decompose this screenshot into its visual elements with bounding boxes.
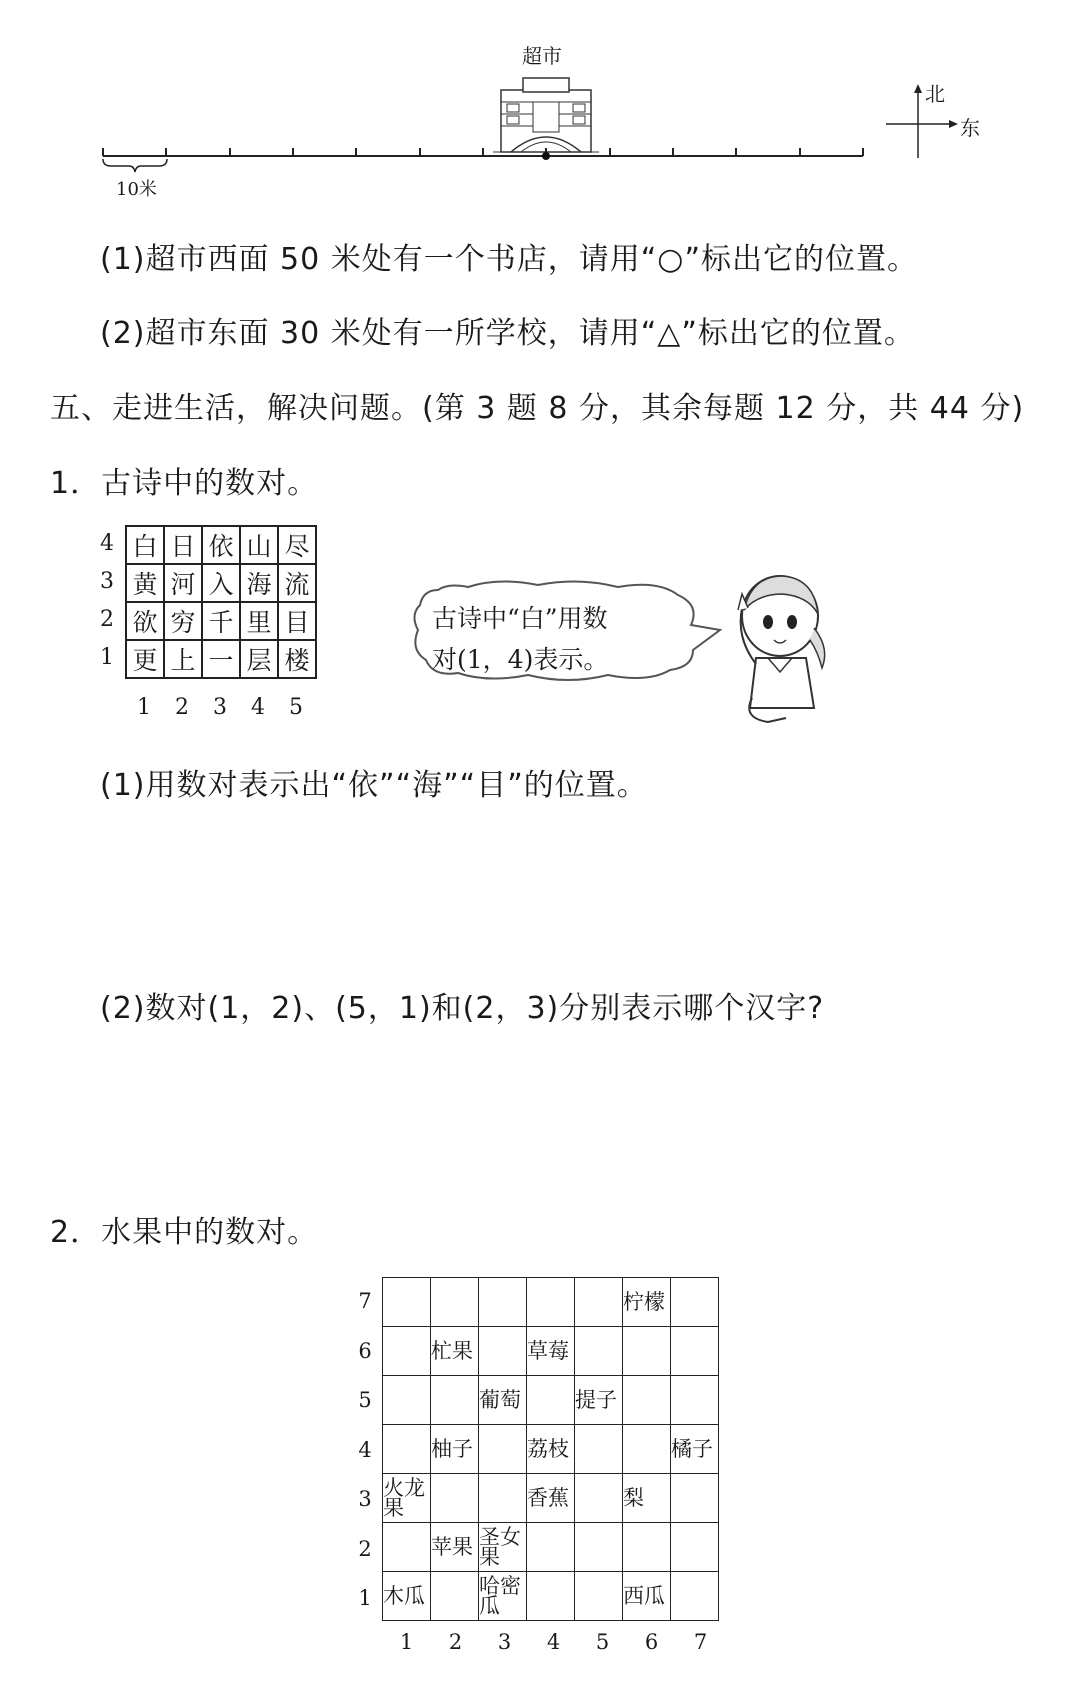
fruit-cell xyxy=(527,1572,575,1621)
poem-cell: 尽 xyxy=(278,526,316,564)
poem-col-label: 4 xyxy=(251,695,265,720)
fruit-row-label: 3 xyxy=(358,1487,372,1511)
number-line-tick xyxy=(799,148,801,156)
poem-cell: 日 xyxy=(164,526,202,564)
poem-cell: 白 xyxy=(126,526,164,564)
fruit-col-label: 5 xyxy=(595,1630,610,1654)
fruit-cell xyxy=(671,1572,719,1621)
fruit-row xyxy=(383,1376,719,1425)
map-question-2: (2)超市东面 30 米处有一所学校，请用“△”标出它的位置。 xyxy=(100,316,915,351)
poem-col-label: 1 xyxy=(137,695,151,720)
fruit-cell xyxy=(575,1474,623,1523)
fruit-row-label: 5 xyxy=(358,1388,372,1412)
fruit-row xyxy=(383,1572,719,1621)
poem-cell: 流 xyxy=(278,564,316,602)
fruit-cell xyxy=(479,1474,527,1523)
fruit-cell: 梨 xyxy=(623,1474,671,1523)
fruit-row-label: 4 xyxy=(358,1437,372,1462)
poem-row xyxy=(126,564,316,602)
fruit-cell xyxy=(671,1474,719,1523)
fruit-grid xyxy=(382,1277,719,1621)
fruit-cell xyxy=(527,1376,575,1425)
fruit-cell xyxy=(383,1425,431,1474)
fruit-cell xyxy=(383,1327,431,1376)
number-line-tick xyxy=(862,148,864,156)
supermarket-building-icon xyxy=(493,72,599,154)
poem-cell: 上 xyxy=(164,640,202,678)
fruit-cell xyxy=(527,1278,575,1327)
fruit-cell: 杧果 xyxy=(431,1327,479,1376)
poem-grid xyxy=(125,525,317,679)
poem-cell: 依 xyxy=(202,526,240,564)
number-line-tick xyxy=(419,148,421,156)
fruit-cell: 苹果 xyxy=(431,1523,479,1572)
bubble-line-1: 古诗中“白”用数 xyxy=(432,604,608,633)
poem-question-2: (2)数对(1，2)、(5，1)和(2，3)分别表示哪个汉字? xyxy=(100,991,825,1026)
fruit-cell: 草莓 xyxy=(527,1327,575,1376)
compass-north-label: 北 xyxy=(925,82,945,106)
poem-col-label: 2 xyxy=(175,695,189,720)
fruit-cell xyxy=(623,1327,671,1376)
poem-cell: 更 xyxy=(126,640,164,678)
fruit-cell: 木瓜 xyxy=(383,1572,431,1621)
fruit-cell xyxy=(383,1523,431,1572)
fruit-cell xyxy=(671,1523,719,1572)
fruit-cell xyxy=(575,1425,623,1474)
fruit-cell xyxy=(623,1523,671,1572)
fruit-cell xyxy=(671,1376,719,1425)
poem-cell: 一 xyxy=(202,640,240,678)
fruit-cell xyxy=(383,1376,431,1425)
supermarket-label: 超市 xyxy=(522,44,562,68)
poem-col-label: 5 xyxy=(289,695,303,720)
poem-row-labels xyxy=(96,525,118,677)
poem-cell: 欲 xyxy=(126,602,164,640)
poem-col-label: 3 xyxy=(213,695,227,720)
fruit-cell xyxy=(431,1376,479,1425)
fruit-row xyxy=(383,1327,719,1376)
supermarket-dot xyxy=(542,152,550,160)
poem-cell: 山 xyxy=(240,526,278,564)
fruit-cell xyxy=(623,1376,671,1425)
poem-cell: 黄 xyxy=(126,564,164,602)
poem-cell: 千 xyxy=(202,602,240,640)
fruit-cell xyxy=(479,1425,527,1474)
fruit-cell: 柚子 xyxy=(431,1425,479,1474)
fruit-cell xyxy=(431,1278,479,1327)
fruit-cell: 提子 xyxy=(575,1376,623,1425)
number-line-tick xyxy=(102,148,104,156)
fruit-cell xyxy=(575,1572,623,1621)
number-line-tick xyxy=(609,148,611,156)
number-line xyxy=(103,155,863,157)
fruit-cell xyxy=(671,1278,719,1327)
fruit-cell: 柠檬 xyxy=(623,1278,671,1327)
fruit-cell xyxy=(527,1523,575,1572)
number-line-tick xyxy=(672,148,674,156)
problem-1-title: 1．古诗中的数对。 xyxy=(50,466,319,501)
fruit-cell xyxy=(431,1474,479,1523)
fruit-col-label: 1 xyxy=(399,1630,414,1654)
compass-east-label: 东 xyxy=(960,116,980,140)
poem-row xyxy=(126,602,316,640)
fruit-row-label: 7 xyxy=(358,1289,372,1313)
fruit-col-labels xyxy=(382,1630,725,1654)
map-question-1: (1)超市西面 50 米处有一个书店，请用“○”标出它的位置。 xyxy=(100,242,919,277)
fruit-cell xyxy=(575,1327,623,1376)
fruit-col-label: 2 xyxy=(448,1630,463,1654)
fruit-cell: 葡萄 xyxy=(479,1376,527,1425)
scale-brace xyxy=(101,157,171,173)
poem-question-1: (1)用数对表示出“依”“海”“目”的位置。 xyxy=(100,768,648,803)
poem-cell: 层 xyxy=(240,640,278,678)
fruit-cell xyxy=(479,1327,527,1376)
number-line-tick xyxy=(165,148,167,156)
fruit-row-label: 1 xyxy=(358,1586,372,1610)
fruit-cell: 橘子 xyxy=(671,1425,719,1474)
number-line-tick xyxy=(482,148,484,156)
number-line-tick xyxy=(229,148,231,156)
number-line-tick xyxy=(292,148,294,156)
fruit-cell: 荔枝 xyxy=(527,1425,575,1474)
poem-cell: 海 xyxy=(240,564,278,602)
poem-row xyxy=(126,640,316,678)
fruit-col-label: 7 xyxy=(693,1630,708,1654)
poem-row xyxy=(126,526,316,564)
poem-row-label: 2 xyxy=(100,607,114,632)
fruit-cell xyxy=(431,1572,479,1621)
poem-cell: 穷 xyxy=(164,602,202,640)
fruit-cell xyxy=(671,1327,719,1376)
section-heading: 五、走进生活，解决问题。(第 3 题 8 分，其余每题 12 分，共 44 分) xyxy=(50,391,1025,426)
fruit-row xyxy=(383,1474,719,1523)
fruit-cell: 火龙果 xyxy=(383,1474,431,1523)
girl-illustration xyxy=(722,568,832,726)
fruit-row-label: 2 xyxy=(358,1536,372,1561)
fruit-row xyxy=(383,1278,719,1327)
bubble-line-2: 对(1，4)表示。 xyxy=(432,645,609,674)
fruit-cell: 西瓜 xyxy=(623,1572,671,1621)
fruit-cell xyxy=(383,1278,431,1327)
fruit-cell xyxy=(575,1523,623,1572)
poem-cell: 里 xyxy=(240,602,278,640)
poem-col-labels xyxy=(125,695,315,720)
fruit-col-label: 6 xyxy=(644,1630,659,1654)
poem-cell: 河 xyxy=(164,564,202,602)
fruit-row xyxy=(383,1523,719,1572)
poem-cell: 入 xyxy=(202,564,240,602)
fruit-cell xyxy=(623,1425,671,1474)
fruit-row-label: 6 xyxy=(358,1338,372,1363)
poem-row-label: 4 xyxy=(100,531,114,556)
poem-row-label: 1 xyxy=(100,645,114,670)
compass-icon xyxy=(886,84,958,160)
fruit-cell: 哈密瓜 xyxy=(479,1572,527,1621)
fruit-col-label: 4 xyxy=(546,1630,561,1654)
number-line-tick xyxy=(735,148,737,156)
number-line-tick xyxy=(355,148,357,156)
fruit-row-labels xyxy=(353,1277,377,1624)
fruit-cell xyxy=(575,1278,623,1327)
poem-cell: 目 xyxy=(278,602,316,640)
problem-2-title: 2．水果中的数对。 xyxy=(50,1215,319,1250)
fruit-cell: 圣女果 xyxy=(479,1523,527,1572)
fruit-col-label: 3 xyxy=(497,1630,512,1654)
fruit-cell: 香蕉 xyxy=(527,1474,575,1523)
scale-label: 10米 xyxy=(116,179,157,200)
poem-cell: 楼 xyxy=(278,640,316,678)
fruit-row xyxy=(383,1425,719,1474)
fruit-cell xyxy=(479,1278,527,1327)
poem-row-label: 3 xyxy=(100,569,114,594)
